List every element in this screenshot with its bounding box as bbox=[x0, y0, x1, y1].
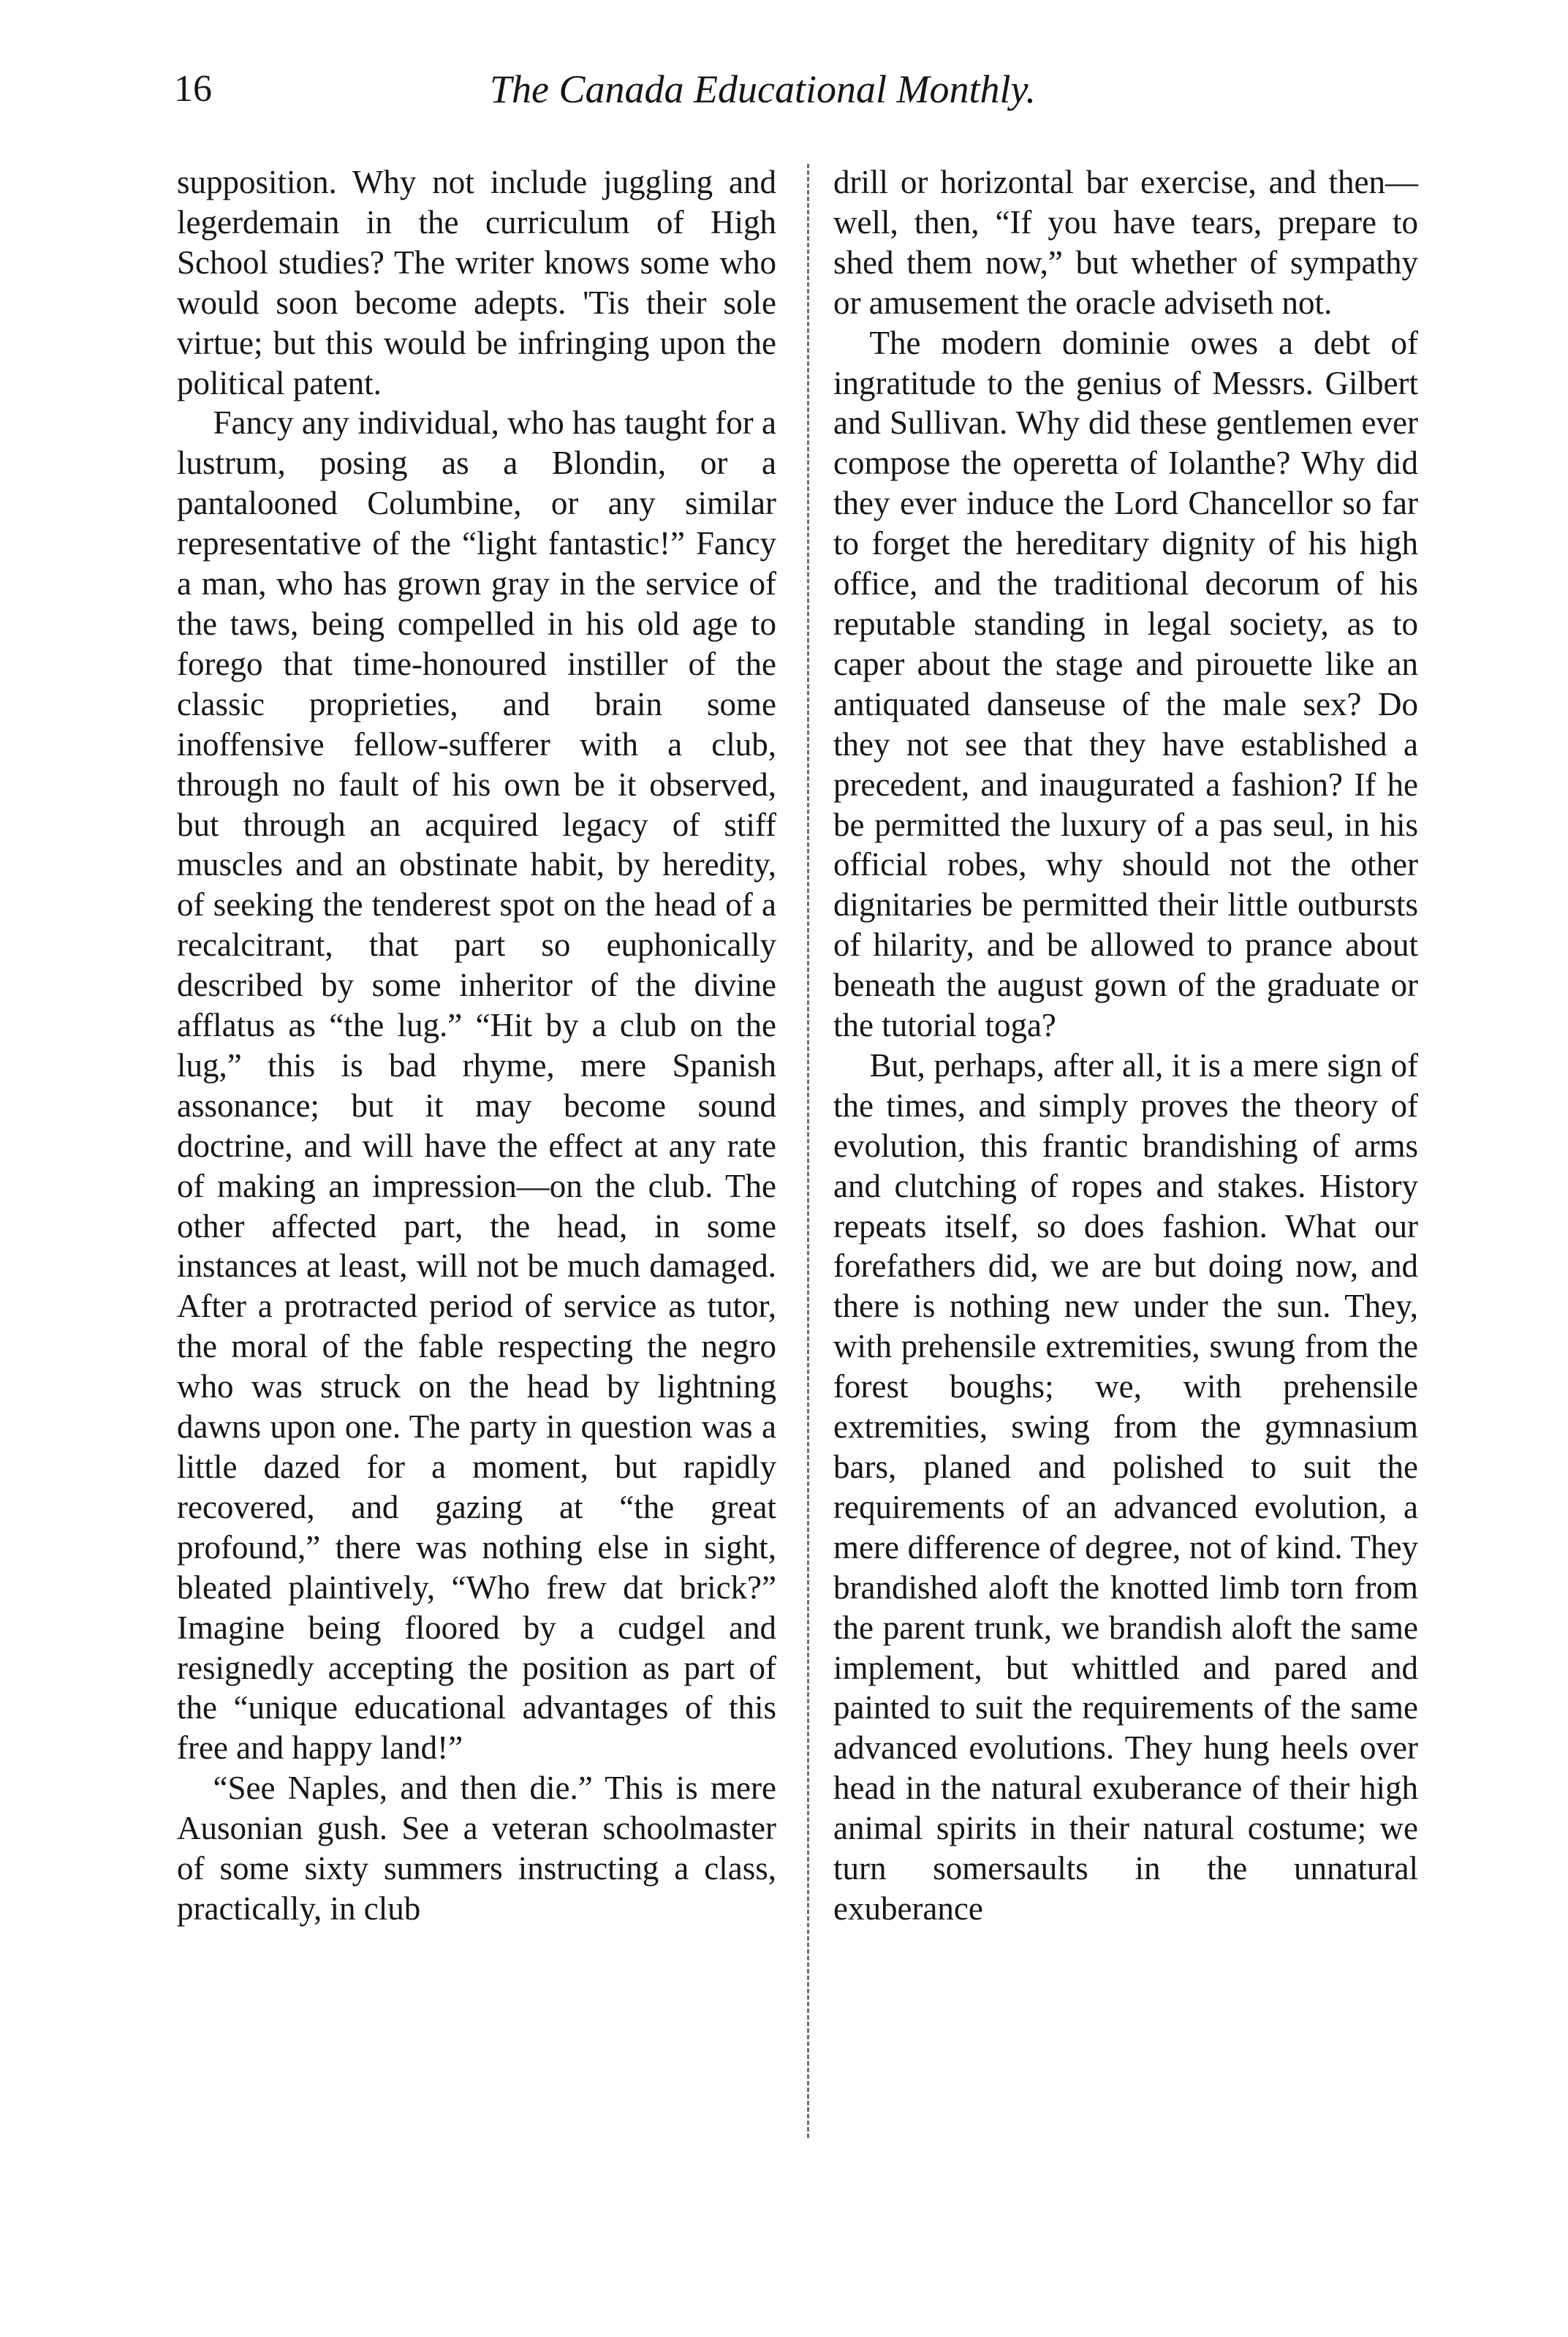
page-header bbox=[174, 67, 1417, 133]
paragraph-right-3: But, perhaps, after all, it is a mere sign of the times, and simply proves the theory of evolution, this frantic brandishing of arms and clutching of ropes and stakes. History repeats itself, so does fashion. What our forefathers did, we are but doing now, and there is nothing new under the sun. They, with prehensile extremities, swung from the forest boughs; we, with prehensile extremities, swing from the gymnasium bars, planed and polished to suit the requirements of an advanced evolution, a mere difference of degree, not of kind. They brandished aloft the knotted limb torn from the parent trunk, we brandish aloft the same implement, but whittled and pared and painted to suit the requirements of the same advanced evolutions. They hung heels over head in the natural exuberance of their high animal spirits in their natural costume; we turn somersaults in the unnatural exuberance bbox=[833, 1046, 1418, 1927]
paragraph-left-1: supposition. Why not include juggling and legerdemain in the curriculum of High School studies? The writer knows some who would soon become adepts. 'Tis their sole virtue; but this would be infringing upon the political patent. bbox=[177, 164, 776, 401]
paragraph-left-2: Fancy any individual, who has taught for a lustrum, posing as a Blondin, or a pantalooned Columbine, or any similar representative of the “light fantastic!” Fancy a man, who has grown gray in the service of the taws, being compelled in his old age to forego that time-honoured instiller of the classic proprieties, and brain some inoffensive fellow-sufferer with a club, through no fault of his own be it observed, but through an acquired legacy of stiff muscles and an obstinate habit, by heredity, of seeking the tenderest spot on the head of a recalcitrant, that part so euphonically described by some inheritor of the divine afflatus as “the lug.” “Hit by a club on the lug,” this is bad rhyme, mere Spanish assonance; but it may become sound doctrine, and will have the effect at any rate of making an impression—on the club. The other affected part, the head, in some instances at least, will not be much damaged. After a protracted period of service as tutor, the moral of the fable respecting the negro who was struck on the head by lightning dawns upon one. The party in question was a little dazed for a moment, but rapidly recovered, and gazing at “the great profound,” there was nothing else in sight, bleated plaintively, “Who frew dat brick?” Imagine being floored by a cudgel and resignedly accepting the position as part of the “unique educational advantages of this free and happy land!” bbox=[177, 404, 776, 1767]
right-column bbox=[833, 162, 1418, 1929]
paragraph-right-2: The modern dominie owes a debt of ingratitude to the genius of Messrs. Gilbert and Sullivan. Why did these gentlemen ever compose the operetta of Iolanthe? Why did they ever induce the Lord Chancellor so far to forget the hereditary dignity of his high office, and the traditional decorum of his reputable standing in legal society, as to caper about the stage and pirouette like an antiquated danseuse of the male sex? Do they not see that they have established a precedent, and inaugurated a fashion? If he be permitted the luxury of a pas seul, in his official robes, why should not the other dignitaries be permitted their little outbursts of hilarity, and be allowed to prance about beneath the august gown of the graduate or the tutorial toga? bbox=[833, 324, 1418, 1044]
running-title: The Canada Educational Monthly. bbox=[490, 67, 1036, 111]
page-number: 16 bbox=[174, 68, 212, 110]
paragraph-left-3: “See Naples, and then die.” This is mere Ausonian gush. See a veteran schoolmaster of some sixty summers instructing a class, practically, in club bbox=[177, 1770, 776, 1927]
paragraph-right-1: drill or horizontal bar exercise, and then—well, then, “If you have tears, prepare to shed them now,” but whether of sympathy or amusement the oracle adviseth not. bbox=[833, 164, 1418, 321]
column-divider bbox=[807, 164, 809, 2138]
left-column bbox=[177, 162, 776, 1929]
